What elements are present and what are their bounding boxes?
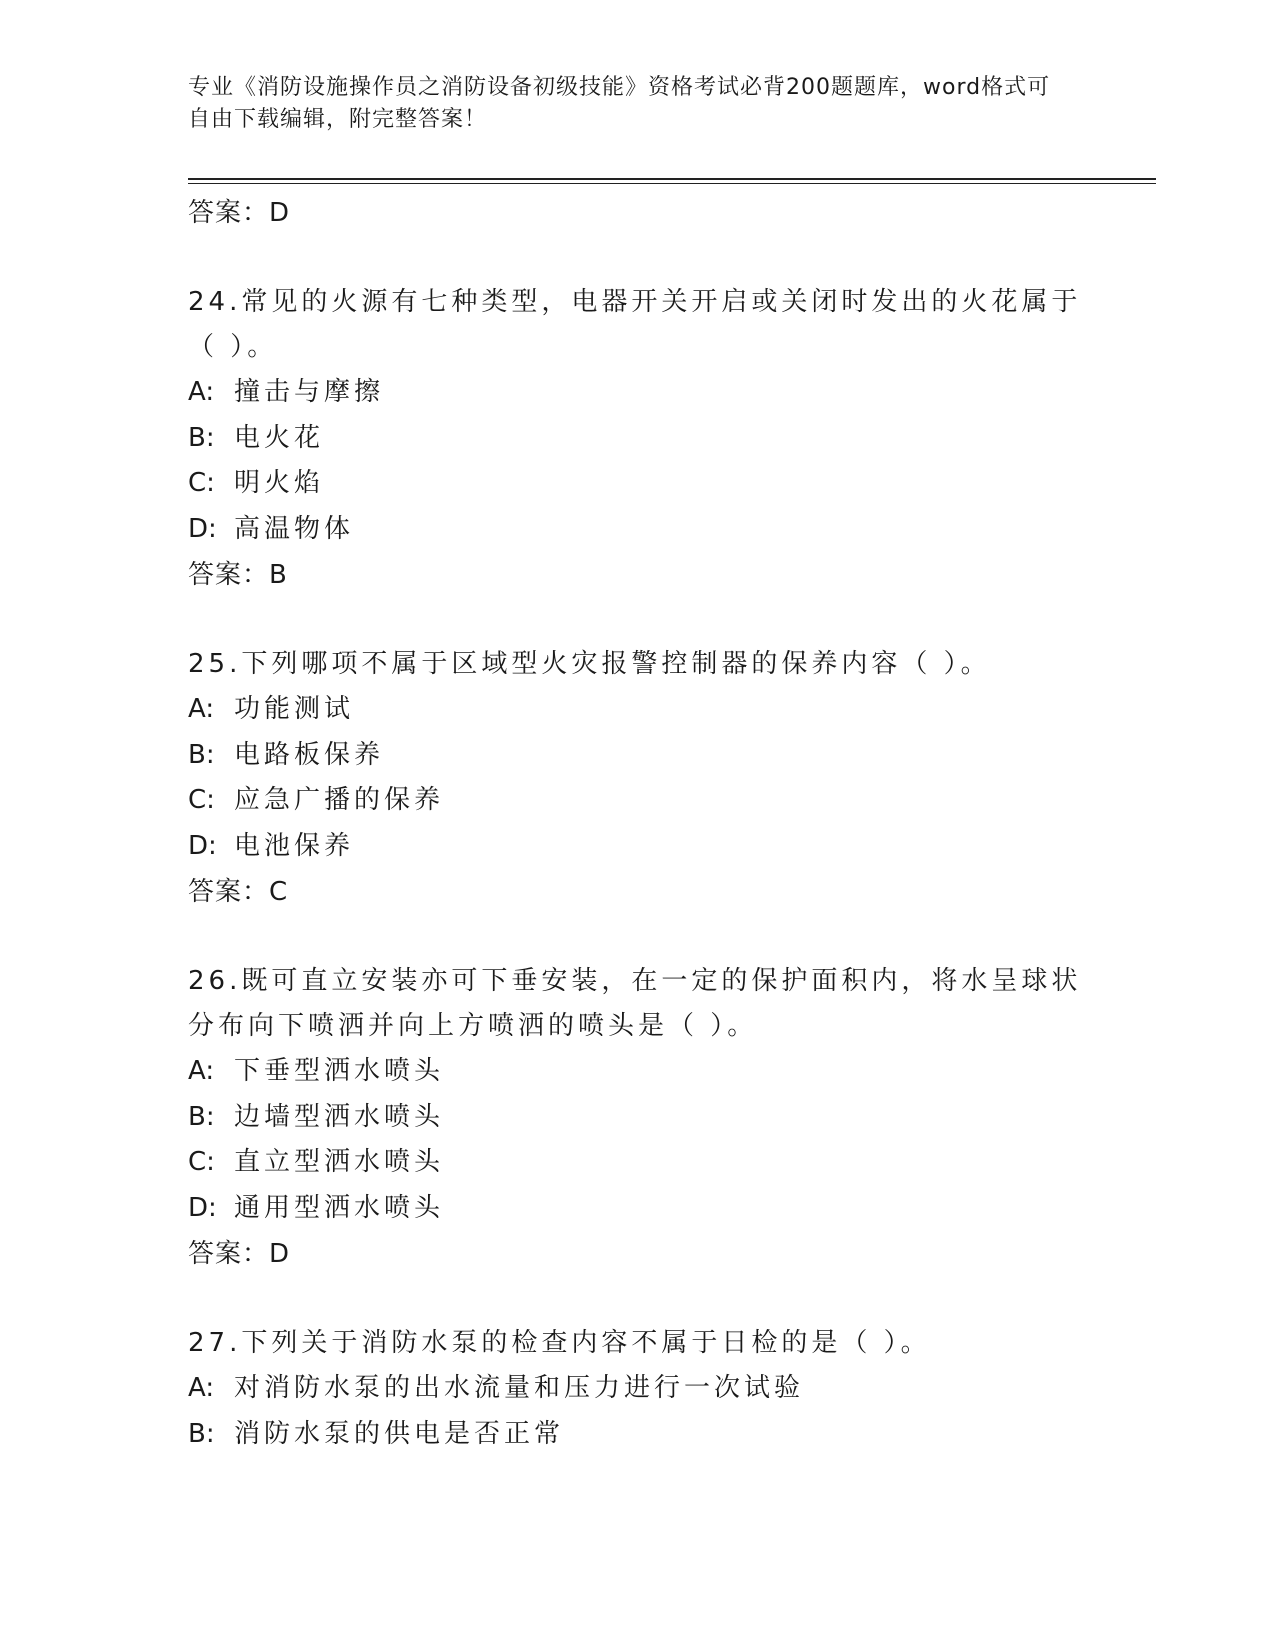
option-text: 电路板保养 bbox=[234, 739, 385, 770]
option-d bbox=[188, 507, 1088, 553]
option-text: 高温物体 bbox=[234, 513, 355, 544]
option-text: 功能测试 bbox=[234, 694, 355, 724]
answer-line: 答案：D bbox=[188, 1239, 291, 1269]
question-list bbox=[188, 190, 1088, 1457]
header-divider bbox=[188, 178, 1156, 180]
option-c bbox=[188, 1140, 1088, 1186]
option-a bbox=[188, 370, 1088, 416]
option-text: 下垂型洒水喷头 bbox=[234, 1056, 445, 1086]
option-a bbox=[188, 687, 1088, 733]
option-letter: C: bbox=[188, 1147, 215, 1177]
option-a bbox=[188, 1366, 1088, 1412]
question-25 bbox=[188, 642, 1088, 915]
option-letter: D: bbox=[188, 830, 217, 861]
question-26 bbox=[188, 959, 1088, 1277]
option-text: 应急广播的保养 bbox=[234, 785, 445, 815]
question-stem: 26.既可直立安装亦可下垂安装，在一定的保护面积内，将水呈球状分布向下喷洒并向上方喷洒的喷头是（ ）。 bbox=[188, 966, 1082, 1041]
answer-line: 答案：B bbox=[188, 560, 288, 590]
option-text: 直立型洒水喷头 bbox=[234, 1147, 445, 1177]
question-stem: 24.常见的火源有七种类型，电器开关开启或关闭时发出的火花属于（ ）。 bbox=[188, 287, 1082, 362]
option-letter: B: bbox=[188, 422, 215, 453]
answer-line: 答案：C bbox=[188, 877, 289, 907]
option-text: 对消防水泵的出水流量和压力进行一次试验 bbox=[234, 1373, 805, 1403]
option-letter: C: bbox=[188, 468, 215, 498]
option-text: 撞击与摩擦 bbox=[234, 377, 385, 407]
option-text: 边墙型洒水喷头 bbox=[234, 1101, 445, 1132]
question-stem: 25.下列哪项不属于区域型火灾报警控制器的保养内容（ ）。 bbox=[188, 649, 991, 679]
option-d bbox=[188, 824, 1088, 870]
option-letter: B: bbox=[188, 739, 215, 770]
option-b bbox=[188, 1412, 1088, 1458]
option-c bbox=[188, 461, 1088, 507]
option-b bbox=[188, 733, 1088, 779]
document-header: 专业《消防设施操作员之消防设备初级技能》资格考试必背200题题库，word格式可自由下载编辑，附完整答案！ bbox=[188, 75, 1051, 132]
option-b bbox=[188, 1095, 1088, 1141]
option-text: 明火焰 bbox=[234, 468, 325, 498]
question-stem: 27.下列关于消防水泵的检查内容不属于日检的是（ ）。 bbox=[188, 1328, 931, 1358]
option-letter: D: bbox=[188, 513, 217, 544]
header-divider-thin bbox=[188, 183, 1156, 184]
option-a bbox=[188, 1049, 1088, 1095]
option-c bbox=[188, 778, 1088, 824]
option-letter: B: bbox=[188, 1418, 215, 1449]
question-27 bbox=[188, 1321, 1088, 1457]
option-text: 电池保养 bbox=[234, 830, 355, 861]
option-letter: A: bbox=[188, 1373, 215, 1403]
option-letter: C: bbox=[188, 785, 215, 815]
question-24 bbox=[188, 280, 1088, 598]
option-letter: A: bbox=[188, 377, 215, 407]
option-letter: B: bbox=[188, 1101, 215, 1132]
option-d bbox=[188, 1186, 1088, 1232]
option-b bbox=[188, 416, 1088, 462]
answer-line: 答案：D bbox=[188, 198, 291, 228]
option-text: 通用型洒水喷头 bbox=[234, 1192, 445, 1223]
option-text: 消防水泵的供电是否正常 bbox=[234, 1418, 565, 1449]
option-letter: A: bbox=[188, 694, 215, 724]
option-letter: A: bbox=[188, 1056, 215, 1086]
option-letter: D: bbox=[188, 1192, 217, 1223]
option-text: 电火花 bbox=[234, 422, 325, 453]
